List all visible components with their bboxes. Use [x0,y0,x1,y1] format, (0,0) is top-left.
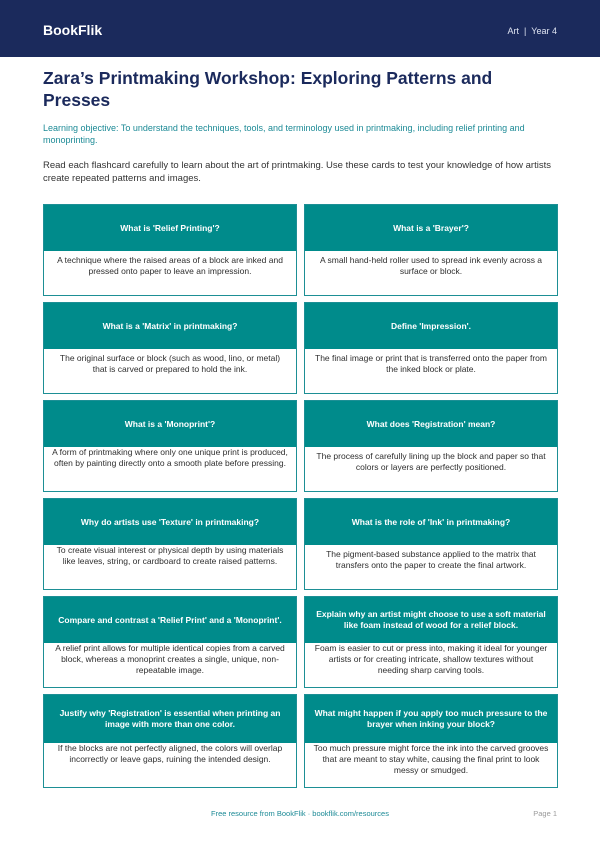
footer-link[interactable]: Free resource from BookFlik · bookflik.com/resources [211,809,389,818]
flashcard-answer: The final image or print that is transferred onto the paper from the inked block or plate. [315,353,547,374]
flashcard-question: What does 'Registration' mean? [305,401,557,447]
flashcard[interactable] [43,596,297,688]
flashcard[interactable] [43,694,297,788]
subject-label: Art [507,26,519,36]
flashcard[interactable] [43,204,297,296]
flashcard-question: Explain why an artist might choose to use a soft material like foam instead of wood for a relief block. [305,597,557,643]
flashcard[interactable] [43,498,297,590]
flashcard-question: What is the role of 'Ink' in printmaking? [305,499,557,545]
intro-text: Read each flashcard carefully to learn about the art of printmaking. Use these cards to test your knowledge of how artists create repeated patterns and images. [43,160,551,184]
meta-separator: | [523,26,527,36]
flashcard-answer: A small hand-held roller used to spread ink evenly across a surface or block. [319,255,543,276]
flashcard-question: Why do artists use 'Texture' in printmaking? [44,499,296,545]
flashcard-answer: The original surface or block (such as wood, lino, or metal) that is carved or prepared to hold the ink. [59,353,281,374]
flashcard[interactable] [43,400,297,492]
flashcard-question: What is 'Relief Printing'? [44,205,296,251]
flashcard-answer: A technique where the raised areas of a block are inked and pressed onto paper to leave an impression. [57,255,283,276]
flashcard-answer: A form of printmaking where only one unique print is produced, often by painting directly onto a smooth plate before pressing. [52,447,288,468]
page-number: Page 1 [533,809,557,818]
flashcard-question: Justify why 'Registration' is essential when printing an image with more than one color. [44,695,296,743]
flashcard[interactable] [304,694,558,788]
brand-logo[interactable]: BookFlik [43,22,103,38]
learning-objective: Learning objective: To understand the techniques, tools, and terminology used in printmaking, including relief printing and monoprinting. [43,123,525,145]
flashcard[interactable] [304,596,558,688]
flashcard-answer: To create visual interest or physical depth by using materials like leaves, string, or cardboard to create raised patterns. [56,545,284,566]
flashcard-answer: A relief print allows for multiple identical copies from a carved block, whereas a monoprint creates a single, unique, non-repeatable image. [55,643,285,675]
flashcard-question: What is a 'Matrix' in printmaking? [44,303,296,349]
header-bar [0,0,600,57]
flashcard[interactable] [304,498,558,590]
flashcard-answer: If the blocks are not perfectly aligned, the colors will overlap incorrectly or leave gaps, ruining the intended design. [57,743,283,764]
header-meta [507,26,557,36]
flashcard-question: What is a 'Brayer'? [305,205,557,251]
flashcard[interactable] [43,302,297,394]
flashcard-answer: The pigment-based substance applied to the matrix that transfers onto the paper to create the final artwork. [326,549,536,570]
year-label: Year 4 [531,26,557,36]
flashcard-question: What might happen if you apply too much pressure to the brayer when inking your block? [305,695,557,743]
flashcard-question: Define 'Impression'. [305,303,557,349]
page-title: Zara’s Printmaking Workshop: Exploring Patterns and Presses [43,68,493,110]
flashcard-question: What is a 'Monoprint'? [44,401,296,447]
flashcard-answer: The process of carefully lining up the block and paper so that colors or layers are perfectly positioned. [316,451,546,472]
flashcard-answer: Foam is easier to cut or press into, making it ideal for younger artists or for creating intricate, shallow textures without needing sharp carving tools. [314,643,548,675]
flashcard[interactable] [304,400,558,492]
flashcard[interactable] [304,302,558,394]
flashcard-answer: Too much pressure might force the ink into the carved grooves that are meant to stay white, causing the final print to look messy or smudged. [313,743,549,775]
flashcard[interactable] [304,204,558,296]
flashcard-question: Compare and contrast a 'Relief Print' and a 'Monoprint'. [44,597,296,643]
